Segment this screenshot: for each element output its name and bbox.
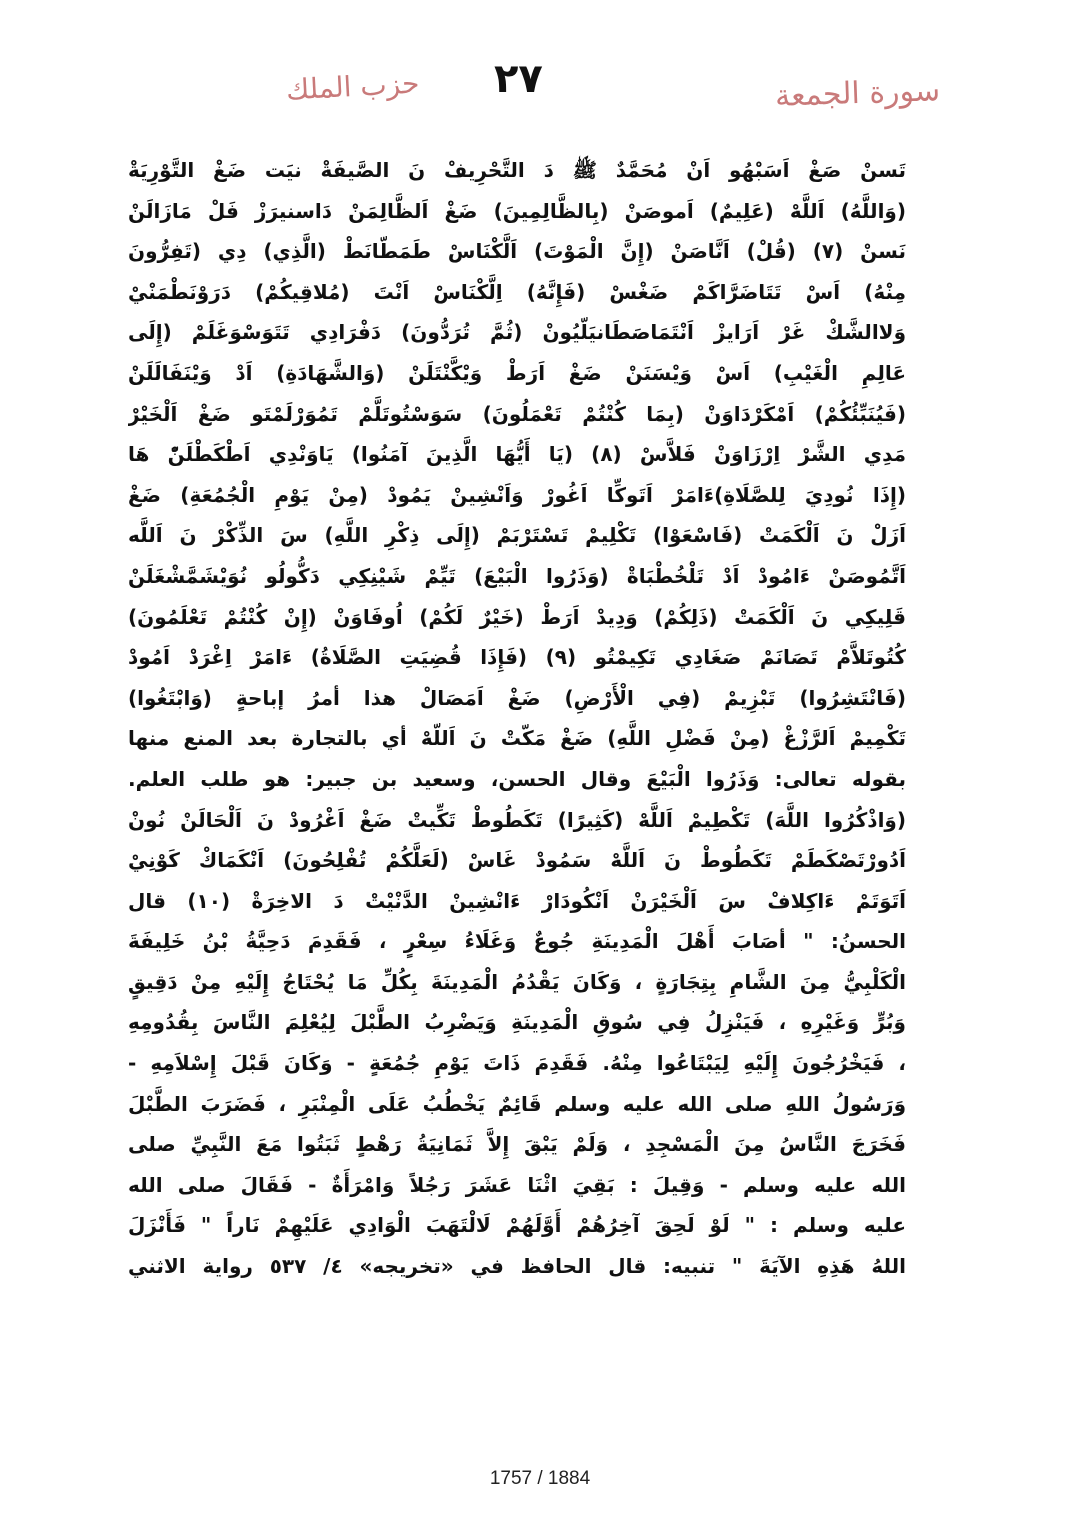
text-line: بقوله تعالى: وَذَرُوا الْبَيْعَ وقال الحسن، وسعيد بن جبير: هو طلب العلم. <box>128 766 906 791</box>
text-line: مِنْهُ) اَسْ تَتَاضَرَّاكَمْ ضَغْسْ (فَإِنَّهُ) اِلَّكْنَاسْ اَنْتَ (مُلاقِيكُمْ) دَرَوْنَطْمَنْيْ <box>128 279 906 304</box>
text-line: تَسنْ صَغْ اَسَبْهُو اَنْ مُحَمَّدٌ ﷺ دَ التَّحْرِيفْ نَ الصَّيفَةْ نيَت ضَغْ التَّوْرِيَةْ <box>128 158 906 182</box>
text-line: (فَيُنَبِّئُكُمْ) اَمْكَرْدَاوَنْ (بِمَا كُنْتُمْ تَعْمَلُونَ) سَوَسْتُوتَلَّمْ تَمُوَرْلَمْتَو ضَغْ اَلْخَيْرْ <box>128 401 906 426</box>
text-line: (وَاللَّهُ) اَللَّهْ (عَلِيمٌ) اَموصَنْ (بِالظَّالِمِينَ) ضَغْ اَلظَّالِمَنْ دَاسنيرَزْ فَلْ مَازَالَنْ <box>128 198 906 223</box>
text-line: وَرَسُولُ اللهِ صلى الله عليه وسلم قَائِمٌ يَخْطُبُ عَلَى الْمِنْبَرِ ، فَضَرَبَ الطَّبْلَ <box>128 1091 906 1116</box>
text-line: عليه وسلم : " لَوْ لَحِقَ آخِرُهُمْ أَوَّلَهُمْ لَالْتَهَبَ الْوَادِي عَلَيْهِمْ نَاراً " فَأَنْزَلَ <box>128 1213 906 1238</box>
text-line: (فَانْتَشِرُوا) تَبْزِيمْ (فِي الْأَرْضِ) ضَغْ اَمَصَالْ هذا أمرُ إباحةٍ (وَابْتَغُوا) <box>128 685 906 710</box>
text-line: ، فَيَخْرُجُونَ إِلَيْهِ لِيَبْتَاعُوا مِنْهُ. فَقَدِمَ ذَاتَ يَوْمِ جُمُعَةٍ - وَكَانَ قَبْلَ إِسْلاَمِهِ - <box>128 1051 906 1076</box>
text-line: فَخَرَجَ النَّاسُ مِنَ الْمَسْجِدِ ، وَلَمْ يَبْقَ إِلاَّ ثَمَانِيَةُ رَهْطٍ ثَبَتُوا مَعَ النَّبِيِّ صلى <box>128 1132 906 1157</box>
tafsir-body-text <box>128 150 906 1370</box>
text-line: وَبُرٍّ وَغَيْرِهِ ، فَيَنْزِلُ فِي سُوقِ الْمَدِينَةِ وَيَضْرِبُ الطَّبْلَ لِيُعْلِمَ النَّاسَ بِقُدُومِهِ <box>128 1010 906 1035</box>
text-line: نَسنْ (٧) (قُلْ) اَنَّاصَنْ (إِنَّ الْمَوْتَ) اَلَّكْنَاسْ طَمَطّانَطْ (الَّذِي) دِي (تَفِرُّونَ <box>128 239 906 264</box>
page-number: ٢٧ <box>494 56 543 102</box>
text-line: مَدِي الشَّرْ اِرْزَاوَنْ فَلاَّسْ (٨) (يَا أَيُّهَا الَّذِينَ آمَنُوا) يَاوَنْدِي اَطْكَطْلَنّْ هَا <box>128 442 906 467</box>
text-line: عَالِمِ الْغَيْبِ) اَسْ وَيْسَنَنْ ضَغْ اَرَطْ وَيْكَّنْتَلَنْ (وَالشَّهَادَةِ) اَدْ وَيْنَفَالَلَنْ <box>128 360 906 385</box>
text-line: كُتُوتَلاَّمْ تَصَانَمْ صَغَادِي تَكِيمْتُو (٩) (فَإِذَا قُضِيَتِ الصَّلَاةُ) ءَامَرْ اِغْرَدْ اَمُودْ <box>128 645 906 670</box>
text-line: اللهُ هَذِهِ الآيَةَ " تنبيه: قال الحافظ في «تخريجه» ٤/ ٥٣٧ رواية الاثني <box>128 1254 906 1279</box>
text-line: اَدُورْتَصْكَطَمْ تَكَطُوطْ نَ اَللَّهْ سَمُودْ غَاسْ (لَعَلَّكُمْ تُفْلِحُونَ) اَنْكَمَاكْ كَوْنِيْ <box>128 848 906 873</box>
text-line: الْكَلْبِيُّ مِنَ الشَّامِ بِتِجَارَةٍ ، وَكَانَ يَقْدُمُ الْمَدِينَةَ بِكُلِّ مَا يُحْتَاجُ إِلَيْهِ مِنْ دَقِيقٍ <box>128 969 906 994</box>
surah-handwritten-note: سورة الجمعة <box>774 73 941 114</box>
text-line: اَتَّمُوصَنْ ءَامُودْ اَدْ تَلْخُطْبَاةْ (وَذَرُوا الْبَيْعَ) تَيِّمْ شَيْنِكِي دَكُّولُو نُوَيْشَمَّشْغَلَنْ <box>128 563 906 588</box>
text-line: تَكْمِيمْ اَلرَّزْغْ (مِنْ فَضْلِ اللَّهِ) ضَغْ مَكّتْ نَ اَللّهْ أي بالتجارة بعد المنع منها <box>128 726 906 751</box>
text-line: قَلِيكِي نَ اَلْكَمَتْ (ذَلِكُمْ) وَدِيدْ اَرَطْ (خَيْرٌ لَكُمْ) اُوفَاوَنْ (إِنْ كُنْتُمْ تَعْلَمُونَ) <box>128 604 906 629</box>
text-line: اَزَلْ نَ اَلْكَمَتْ (فَاسْعَوْا) تَكْلِيمْ تَسْتَرْبَمْ (إِلَى ذِكْرِ اللَّهِ) سَ الذِّكْرْ نَ اَللَّه <box>128 523 906 548</box>
text-line: (وَاذْكُرُوا اللَّهَ) تَكْطِيمْ اَللَّهْ (كَثِيرًا) تَكَطُوطْ تَكِّيتْ ضَغْ اَغْرُودْ نَ اَلْحَالَنْ نُونْ <box>128 807 906 832</box>
page-counter: 1757 / 1884 <box>489 1468 591 1489</box>
text-line: وَلاالشَّكْ غَرْ اَرَايزْ اَنْتَمَاصَطَانيَلّيُونْ (ثُمَّ تُرَدُّونَ) دَفْرَادِي تَتَوَسْوَغَلَمْ (إِلَى <box>128 320 906 345</box>
hizb-handwritten-note: حزب الملك <box>285 66 421 107</box>
text-line: (إِذَا نُودِيَ لِلصَّلَاةِ)ءَامَرْ اَتَوكِّا اَغُورْ وَاَنْشِينْ يَمُودْ (مِنْ يَوْمِ الْجُمُعَةِ) ضَغْ <box>128 482 906 507</box>
text-line: اَتَوَتَمْ ءَاكِلافْ سَ اَلْخَيْرَنْ اَنْكُودَارْ ءَانْشِينْ الدَّنْيْتْ دَ الاخِرَةْ (١٠) قال <box>128 888 906 913</box>
page-header <box>0 52 1080 122</box>
text-line: الحسنُ: " أصَابَ أَهْلَ الْمَدِينَةِ جُوعٌ وَغَلَاءُ سِعْرٍ ، فَقَدِمَ دَحِيَّةُ بْنُ خَلِيفَةَ <box>128 929 906 954</box>
text-line: الله عليه وسلم - وَقِيلَ : بَقِيَ اثْنَا عَشَرَ رَجُلاً وَامْرَأَةٌ - فَقَالَ صلى الله <box>128 1172 906 1197</box>
